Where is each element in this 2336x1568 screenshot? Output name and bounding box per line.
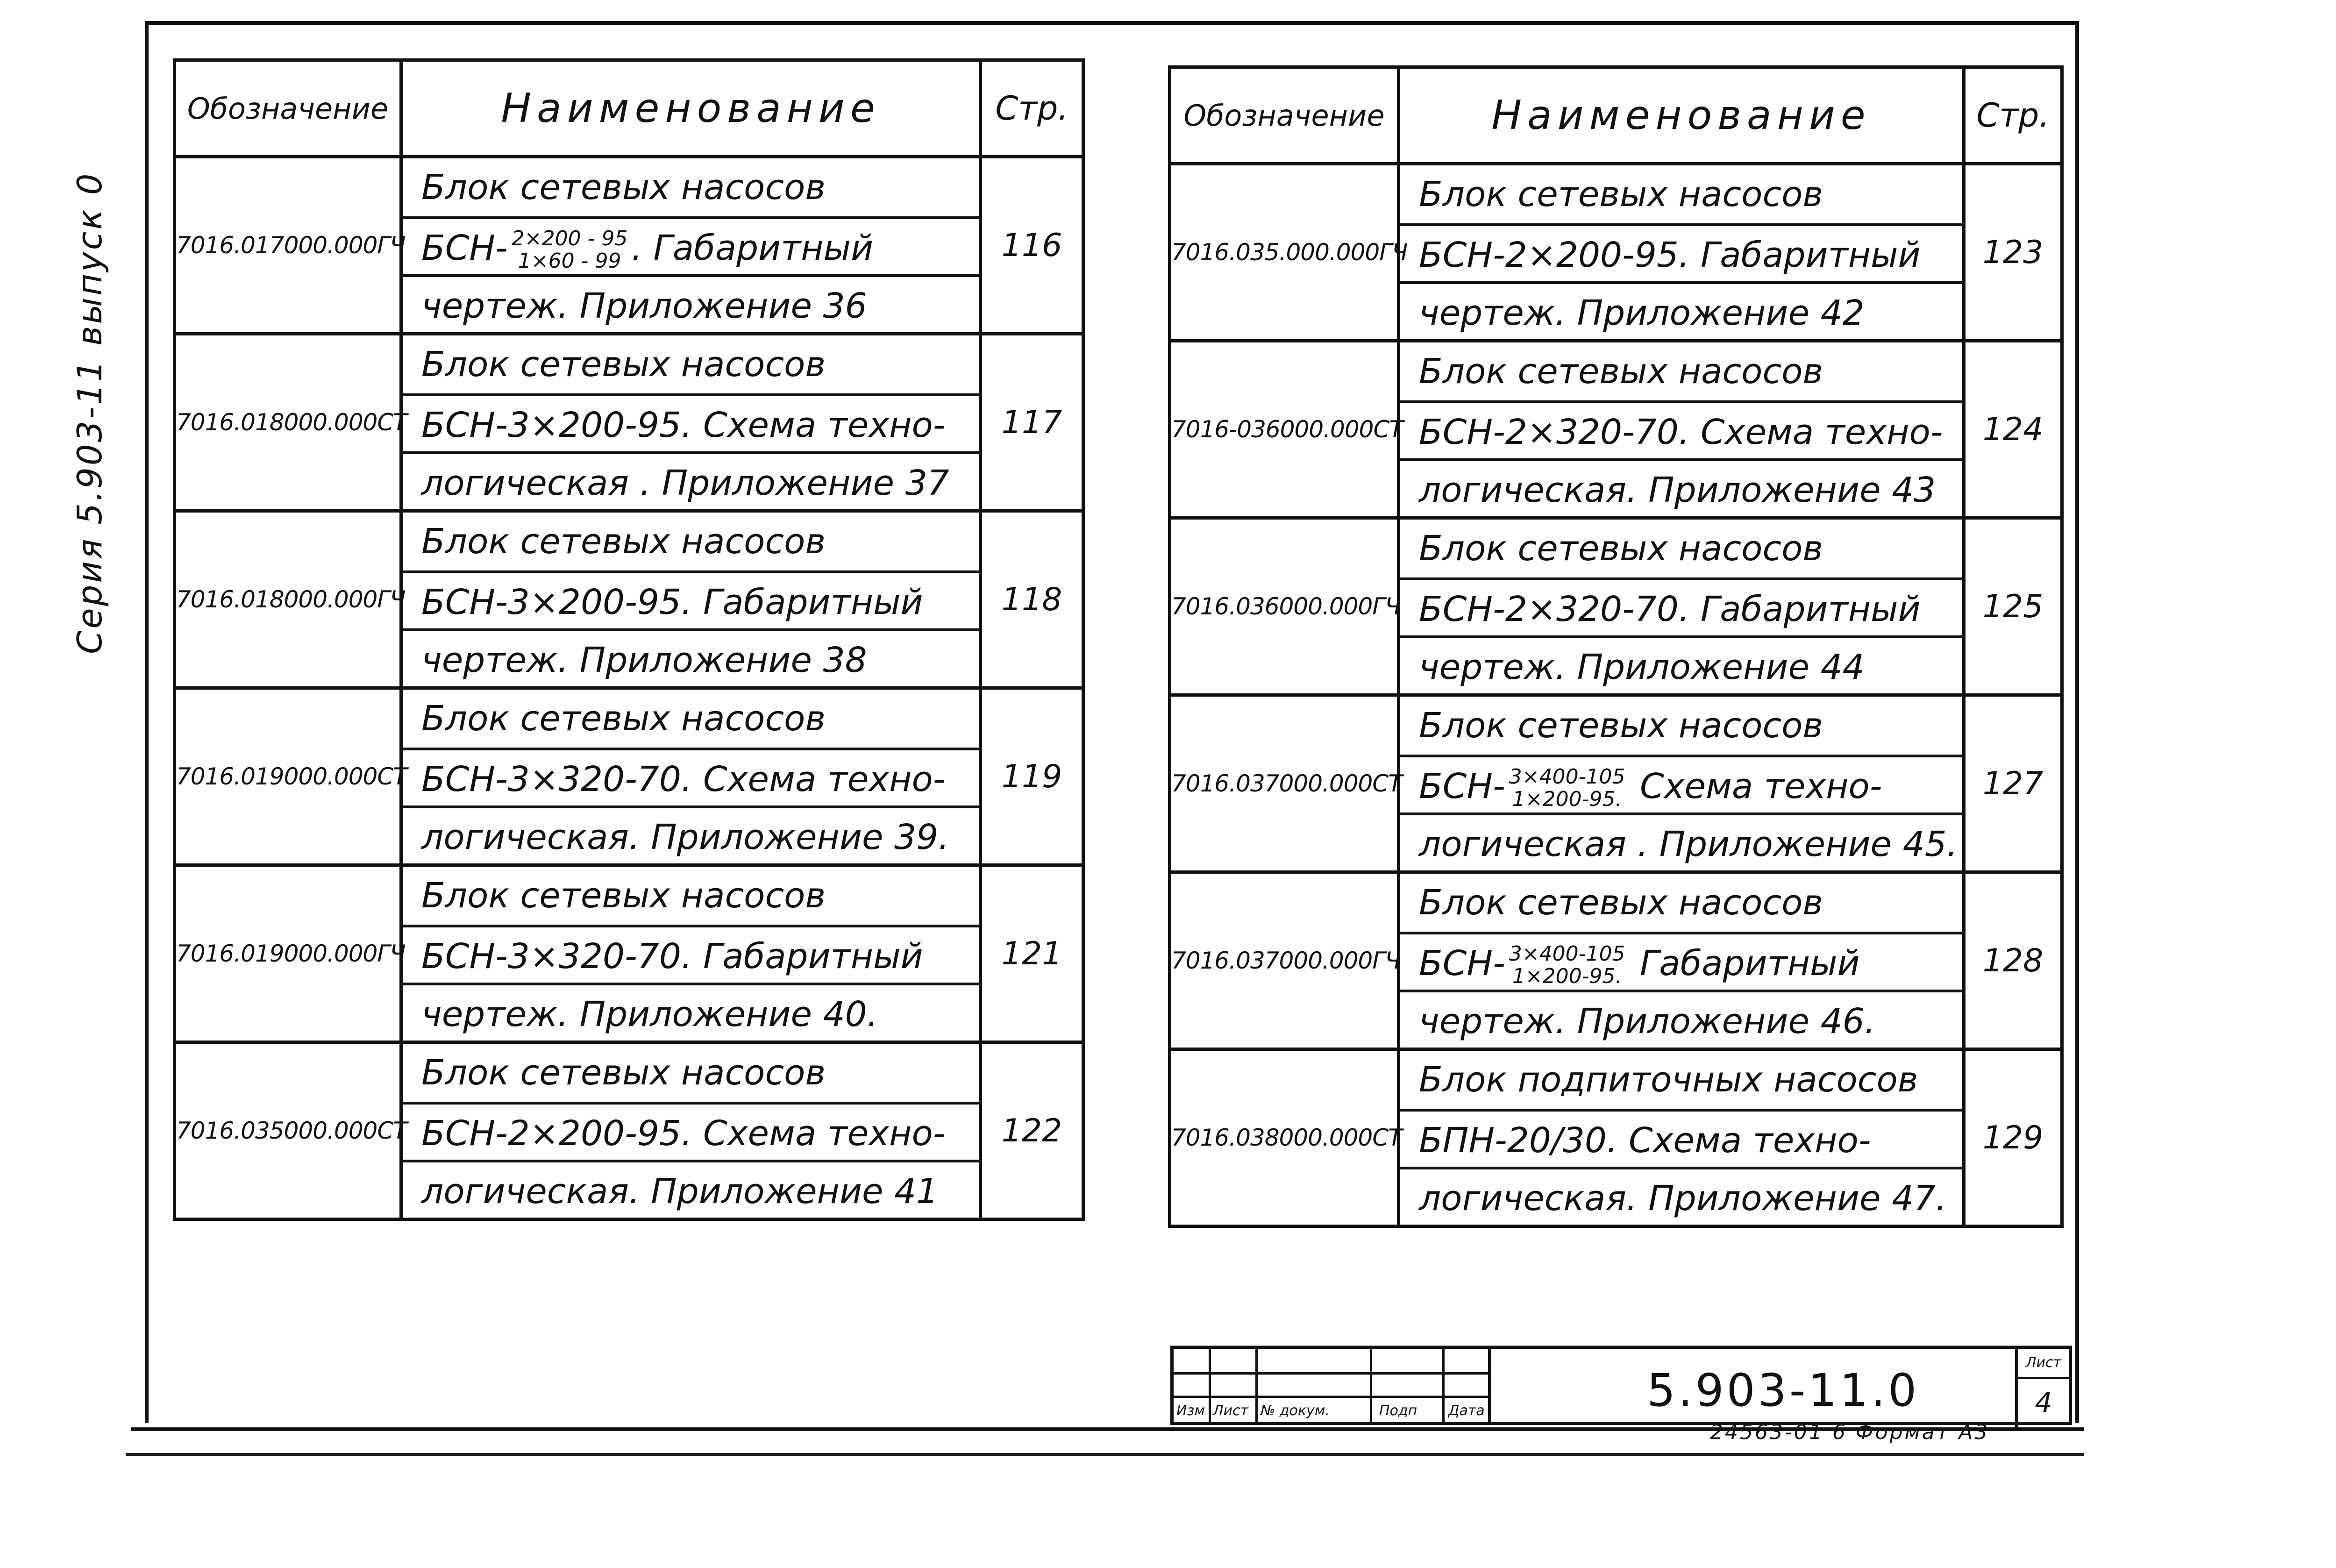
- fraction: [1509, 766, 1625, 811]
- header-code: Обозначение: [175, 60, 401, 157]
- table-header-row: [175, 60, 1083, 157]
- header-name: Наименование: [401, 60, 981, 157]
- name-line: БСН-3×200-95. Габаритный: [403, 570, 979, 628]
- designation-cell: 7016.018000.000ГЧ: [175, 511, 401, 688]
- header-page: Стр.: [981, 60, 1083, 157]
- name-cell: [1399, 1049, 1964, 1226]
- designation-cell: 7016.019000.000СТ: [175, 688, 401, 865]
- name-line: Блок сетевых насосов: [421, 698, 826, 739]
- name-line: Блок сетевых насосов: [1419, 883, 1823, 923]
- name-line: Блок сетевых насосов: [1419, 528, 1823, 569]
- format-footer: 24563-01 6 Формат А3: [1710, 1420, 1990, 1444]
- fraction-top: 3×400-105: [1509, 765, 1625, 789]
- name-line: Блок сетевых насосов: [421, 344, 826, 385]
- name-line: Блок сетевых насосов: [421, 167, 826, 207]
- name-cell: [1399, 341, 1964, 518]
- name-cell: [1399, 164, 1964, 341]
- table-row: [175, 865, 1083, 1042]
- fraction-bottom: 1×200-95.: [1512, 787, 1622, 812]
- fraction-prefix: БСН-: [1419, 766, 1505, 806]
- name-line: БСН-2×320-70. Схема техно-: [1400, 400, 1962, 458]
- name-cell: [401, 688, 981, 865]
- col-label-sign: Подп: [1379, 1403, 1417, 1419]
- sheet-number-cell: [2015, 1349, 2069, 1428]
- name-line: логическая. Приложение 47.: [1400, 1167, 1962, 1225]
- table-row: [175, 1042, 1083, 1219]
- header-name: Наименование: [1399, 67, 1964, 164]
- table-row: [1170, 1049, 2062, 1226]
- designation-cell: 7016.035000.000СТ: [175, 1042, 401, 1219]
- name-line: БСН-2×200-95. Схема техно-: [403, 1102, 979, 1160]
- name-line: Блок подпиточных насосов: [1419, 1060, 1918, 1100]
- name-line: Блок сетевых насосов: [421, 876, 826, 916]
- name-line: БСН-2×320-70. Габаритный: [1400, 577, 1962, 635]
- name-line: чертеж. Приложение 44: [1400, 635, 1962, 693]
- name-line: Блок сетевых насосов: [421, 521, 826, 562]
- document-code: 5.903-11.0: [1647, 1364, 1920, 1417]
- name-cell: [401, 865, 981, 1042]
- fraction-suffix: . Габаритный: [631, 228, 874, 268]
- name-line: логическая. Приложение 39.: [403, 805, 979, 863]
- designation-cell: 7016.038000.000СТ: [1170, 1049, 1399, 1226]
- col-label-list: Лист: [1213, 1403, 1249, 1419]
- header-code: Обозначение: [1170, 67, 1399, 164]
- series-label: Серия 5.903-11 выпуск 0: [70, 171, 109, 654]
- sheet-label: Лист: [2018, 1349, 2069, 1379]
- page-cell: 129: [1964, 1049, 2062, 1226]
- table-row: [175, 688, 1083, 865]
- fraction-top: 3×400-105: [1509, 942, 1625, 966]
- table-row: [1170, 872, 2062, 1049]
- page-cell: 128: [1964, 872, 2062, 1049]
- name-line: чертеж. Приложение 36: [403, 274, 979, 332]
- designation-cell: 7016-036000.000СТ: [1170, 341, 1399, 518]
- fraction-bottom: 1×60 - 99: [518, 249, 621, 273]
- col-label-doc: № докум.: [1261, 1403, 1330, 1419]
- col-label-izm: Изм: [1176, 1403, 1205, 1419]
- name-line: БПН-20/30. Схема техно-: [1400, 1109, 1962, 1167]
- col-label-date: Дата: [1448, 1403, 1485, 1419]
- name-cell: [401, 1042, 981, 1219]
- name-line: Блок сетевых насосов: [421, 1053, 826, 1093]
- name-cell: [401, 334, 981, 511]
- page-cell: 127: [1964, 695, 2062, 872]
- page-cell: 119: [981, 688, 1083, 865]
- fraction-suffix: Габаритный: [1629, 943, 1860, 984]
- page-cell: 123: [1964, 164, 2062, 341]
- table-row: [175, 511, 1083, 688]
- page-cell: 116: [981, 157, 1083, 334]
- table-header-row: [1170, 67, 2062, 164]
- designation-cell: 7016.036000.000ГЧ: [1170, 518, 1399, 695]
- name-line: логическая . Приложение 37: [403, 451, 979, 509]
- page-cell: 117: [981, 334, 1083, 511]
- table-row: [175, 157, 1083, 334]
- name-line: чертеж. Приложение 38: [403, 628, 979, 686]
- name-line: БСН-3×320-70. Габаритный: [403, 925, 979, 983]
- designation-cell: 7016.035.000.000ГЧ: [1170, 164, 1399, 341]
- fraction: [1509, 943, 1625, 988]
- fraction-bottom: 1×200-95.: [1512, 964, 1622, 989]
- fraction-top: 2×200 - 95: [511, 227, 628, 251]
- name-line: БСН-3×320-70. Схема техно-: [403, 748, 979, 805]
- table-row: [1170, 341, 2062, 518]
- name-cell: [1399, 695, 1964, 872]
- page-cell: 122: [981, 1042, 1083, 1219]
- table-row: [1170, 695, 2062, 872]
- name-line: чертеж. Приложение 46.: [1400, 990, 1962, 1048]
- table-row: [175, 334, 1083, 511]
- name-line: БСН-3×200-95. Схема техно-: [403, 393, 979, 451]
- name-line: Блок сетевых насосов: [1419, 174, 1823, 214]
- title-block: [1170, 1346, 2072, 1425]
- name-line-fraction: [1400, 755, 1962, 813]
- name-line: Блок сетевых насосов: [1419, 706, 1823, 746]
- designation-cell: 7016.018000.000СТ: [175, 334, 401, 511]
- index-table-left: [173, 58, 1085, 1221]
- designation-cell: 7016.037000.000ГЧ: [1170, 872, 1399, 1049]
- page-cell: 118: [981, 511, 1083, 688]
- name-line: БСН-2×200-95. Габаритный: [1400, 223, 1962, 281]
- sheet-number: 4: [2035, 1387, 2052, 1418]
- page-cell: 124: [1964, 341, 2062, 518]
- name-line: логическая. Приложение 41: [403, 1160, 979, 1218]
- name-line: чертеж. Приложение 42: [1400, 281, 1962, 339]
- index-table-right: [1168, 65, 2064, 1228]
- table-row: [1170, 518, 2062, 695]
- name-cell: [401, 511, 981, 688]
- name-line-fraction: [403, 216, 979, 274]
- designation-cell: 7016.019000.000ГЧ: [175, 865, 401, 1042]
- designation-cell: 7016.017000.000ГЧ: [175, 157, 401, 334]
- name-line: логическая . Приложение 45.: [1400, 813, 1962, 870]
- page-cell: 125: [1964, 518, 2062, 695]
- name-cell: [401, 157, 981, 334]
- revision-grid: [1170, 1346, 1488, 1425]
- page-cell: 121: [981, 865, 1083, 1042]
- fraction-suffix: Схема техно-: [1629, 766, 1882, 806]
- name-line: логическая. Приложение 43: [1400, 458, 1962, 516]
- name-line: чертеж. Приложение 40.: [403, 983, 979, 1041]
- fraction-prefix: БСН-: [421, 228, 508, 268]
- header-page: Стр.: [1964, 67, 2062, 164]
- fraction-prefix: БСН-: [1419, 943, 1505, 984]
- outer-bottom-line: [126, 1453, 2084, 1456]
- name-line-fraction: [1400, 932, 1962, 990]
- fraction: [512, 228, 628, 272]
- designation-cell: 7016.037000.000СТ: [1170, 695, 1399, 872]
- name-cell: [1399, 872, 1964, 1049]
- name-line: Блок сетевых насосов: [1419, 351, 1823, 392]
- table-row: [1170, 164, 2062, 341]
- name-cell: [1399, 518, 1964, 695]
